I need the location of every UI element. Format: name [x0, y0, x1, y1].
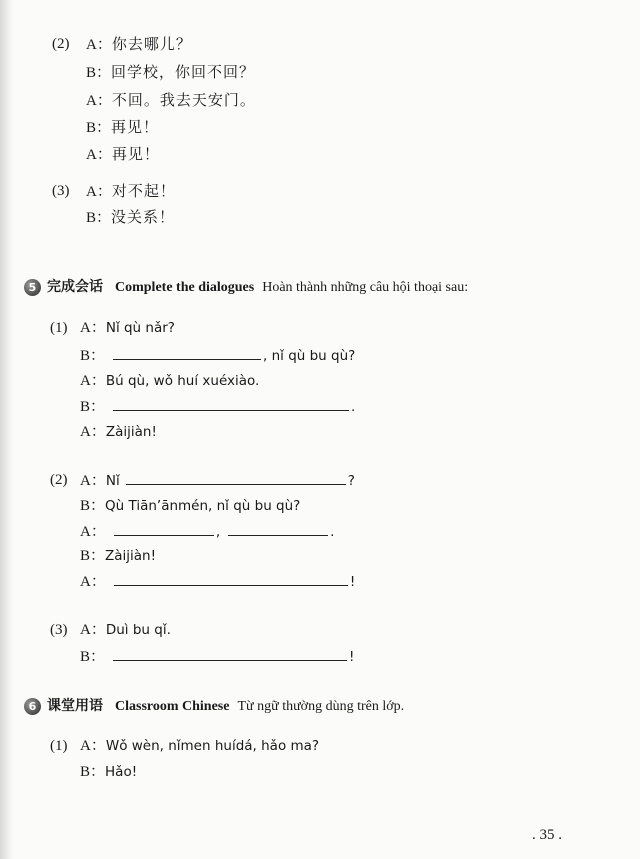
dialogue-text: .: [330, 524, 335, 540]
speaker-label: A：: [80, 473, 106, 489]
speaker-label: B：: [80, 649, 106, 665]
section-title-vi: Hoàn thành những câu hội thoại sau:: [262, 280, 469, 295]
page-gutter-shadow: [0, 0, 14, 859]
dialogue-text: Zàijiàn!: [105, 424, 157, 440]
dialogue-line: [86, 144, 160, 165]
dialogue-text: Duì bu qǐ.: [105, 622, 171, 638]
dialogue-text: 回学校，你回不回？: [111, 63, 256, 81]
dialogue-line: [80, 470, 355, 491]
dialogue-line: [80, 496, 300, 516]
dialogue-text: 不回。我去天安门。: [111, 91, 256, 109]
page-number: . 35 .: [532, 827, 562, 843]
dialogue-text: !: [349, 574, 356, 590]
speaker-label: B：: [80, 498, 106, 514]
speaker-label: B：: [80, 764, 106, 780]
dialogue-text: .: [351, 399, 356, 415]
answer-blank[interactable]: [113, 396, 349, 411]
answer-blank[interactable]: [113, 345, 261, 360]
dialogue-number: (2): [50, 472, 68, 488]
dialogue-number: (3): [50, 622, 68, 638]
dialogue-line: [80, 396, 355, 417]
dialogue-number: (3): [52, 183, 70, 199]
speaker-label: A：: [80, 424, 106, 440]
dialogue-text: 再见！: [111, 118, 160, 136]
dialogue-line: [80, 521, 334, 542]
dialogue-text: ?: [347, 473, 355, 489]
speaker-label: B：: [80, 399, 106, 415]
section-title-vi: Từ ngữ thường dùng trên lớp.: [237, 699, 405, 714]
dialogue-line: [80, 318, 175, 338]
section-number-badge: 6: [24, 698, 41, 715]
dialogue-line: [86, 62, 255, 83]
dialogue-line: [86, 90, 256, 111]
section-6-header: [24, 696, 404, 717]
speaker-label: A：: [80, 373, 106, 389]
dialogue-line: [80, 345, 355, 366]
speaker-label: A：: [80, 574, 106, 590]
speaker-label: A：: [80, 738, 106, 754]
section-number-badge: 5: [24, 279, 41, 296]
speaker-label: A：: [86, 184, 112, 200]
dialogue-number: (1): [50, 738, 68, 754]
dialogue-text: ,: [215, 524, 221, 540]
dialogue-line: [80, 736, 319, 756]
dialogue-text: Qù Tiān’ānmén, nǐ qù bu qù?: [105, 498, 301, 514]
answer-blank[interactable]: [113, 646, 347, 661]
speaker-label: B：: [86, 65, 112, 81]
dialogue-text: , nǐ qù bu qù?: [263, 348, 356, 364]
section-title-en: Complete the dialogues: [115, 280, 255, 295]
dialogue-text: 你去哪儿？: [111, 35, 192, 53]
dialogue-text: 没关系！: [111, 208, 176, 226]
speaker-label: A：: [80, 524, 106, 540]
section-title-cn: 完成会话: [47, 279, 103, 295]
dialogue-line: [80, 546, 156, 566]
dialogue-text: Zàijiàn!: [105, 548, 157, 564]
dialogue-text: !: [349, 649, 355, 665]
speaker-label: A：: [80, 622, 106, 638]
answer-blank[interactable]: [228, 521, 328, 536]
answer-blank[interactable]: [114, 571, 348, 586]
speaker-label: A：: [86, 147, 112, 163]
speaker-label: B：: [80, 348, 106, 364]
speaker-label: B：: [86, 120, 112, 136]
section-title-en: Classroom Chinese: [115, 699, 230, 714]
answer-blank[interactable]: [126, 470, 346, 485]
dialogue-number: (2): [52, 36, 70, 52]
dialogue-line: [80, 762, 137, 782]
dialogue-text: 再见！: [111, 145, 160, 163]
dialogue-text: Nǐ qù nǎr?: [105, 320, 175, 336]
answer-blank[interactable]: [114, 521, 214, 536]
dialogue-line: [80, 422, 157, 442]
dialogue-text: 对不起！: [111, 182, 176, 200]
dialogue-number: (1): [50, 320, 68, 336]
dialogue-text: Wǒ wèn, nǐmen huídá, hǎo ma?: [105, 738, 320, 754]
dialogue-line: [80, 620, 171, 640]
speaker-label: A：: [80, 320, 106, 336]
dialogue-line: [86, 117, 159, 138]
dialogue-line: [86, 207, 175, 228]
dialogue-text: Nǐ: [105, 473, 120, 489]
speaker-label: A：: [86, 93, 112, 109]
section-title-cn: 课堂用语: [47, 698, 103, 714]
dialogue-line: [86, 34, 192, 55]
section-5-header: [24, 277, 468, 298]
dialogue-line: [80, 371, 259, 391]
speaker-label: B：: [80, 548, 106, 564]
dialogue-line: [80, 646, 354, 667]
dialogue-line: [80, 571, 355, 592]
speaker-label: B：: [86, 210, 112, 226]
speaker-label: A：: [86, 37, 112, 53]
dialogue-line: [86, 181, 176, 202]
dialogue-text: Bú qù, wǒ huí xuéxiào.: [105, 373, 260, 389]
dialogue-text: Hǎo!: [105, 764, 138, 780]
